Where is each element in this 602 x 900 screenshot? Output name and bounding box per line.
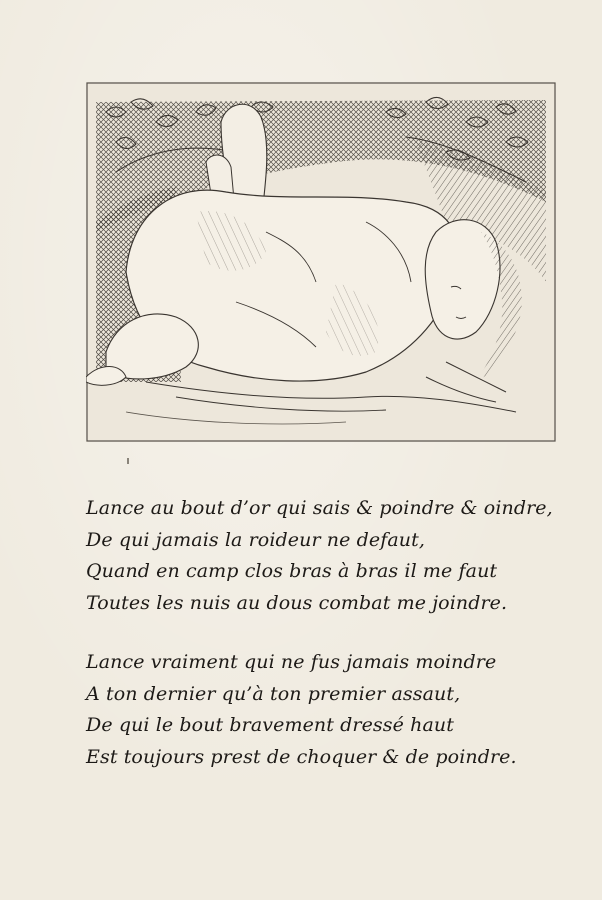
poem-line: Quand en camp clos bras à bras il me faut bbox=[86, 560, 498, 582]
stanza-2 bbox=[86, 647, 566, 773]
etching-illustration bbox=[86, 82, 556, 442]
poem-line: De qui le bout bravement dressé haut bbox=[86, 714, 454, 736]
poem-line: A ton dernier qu’à ton premier assaut, bbox=[86, 682, 461, 705]
etching-plate bbox=[86, 82, 556, 442]
poem-line: Lance au bout d’or qui sais & poindre & oindre, bbox=[86, 497, 553, 519]
poem-line: Est toujours prest de choquer & de poindre. bbox=[86, 745, 517, 768]
stanza-1 bbox=[86, 493, 566, 619]
plate-mark bbox=[127, 458, 129, 464]
poem-line: Lance vraiment qui ne fus jamais moindre bbox=[86, 651, 497, 673]
poem-line: De qui jamais la roideur ne defaut, bbox=[86, 528, 425, 551]
poem-text bbox=[86, 493, 566, 801]
poem-line: Toutes les nuis au dous combat me joindre. bbox=[86, 591, 508, 614]
